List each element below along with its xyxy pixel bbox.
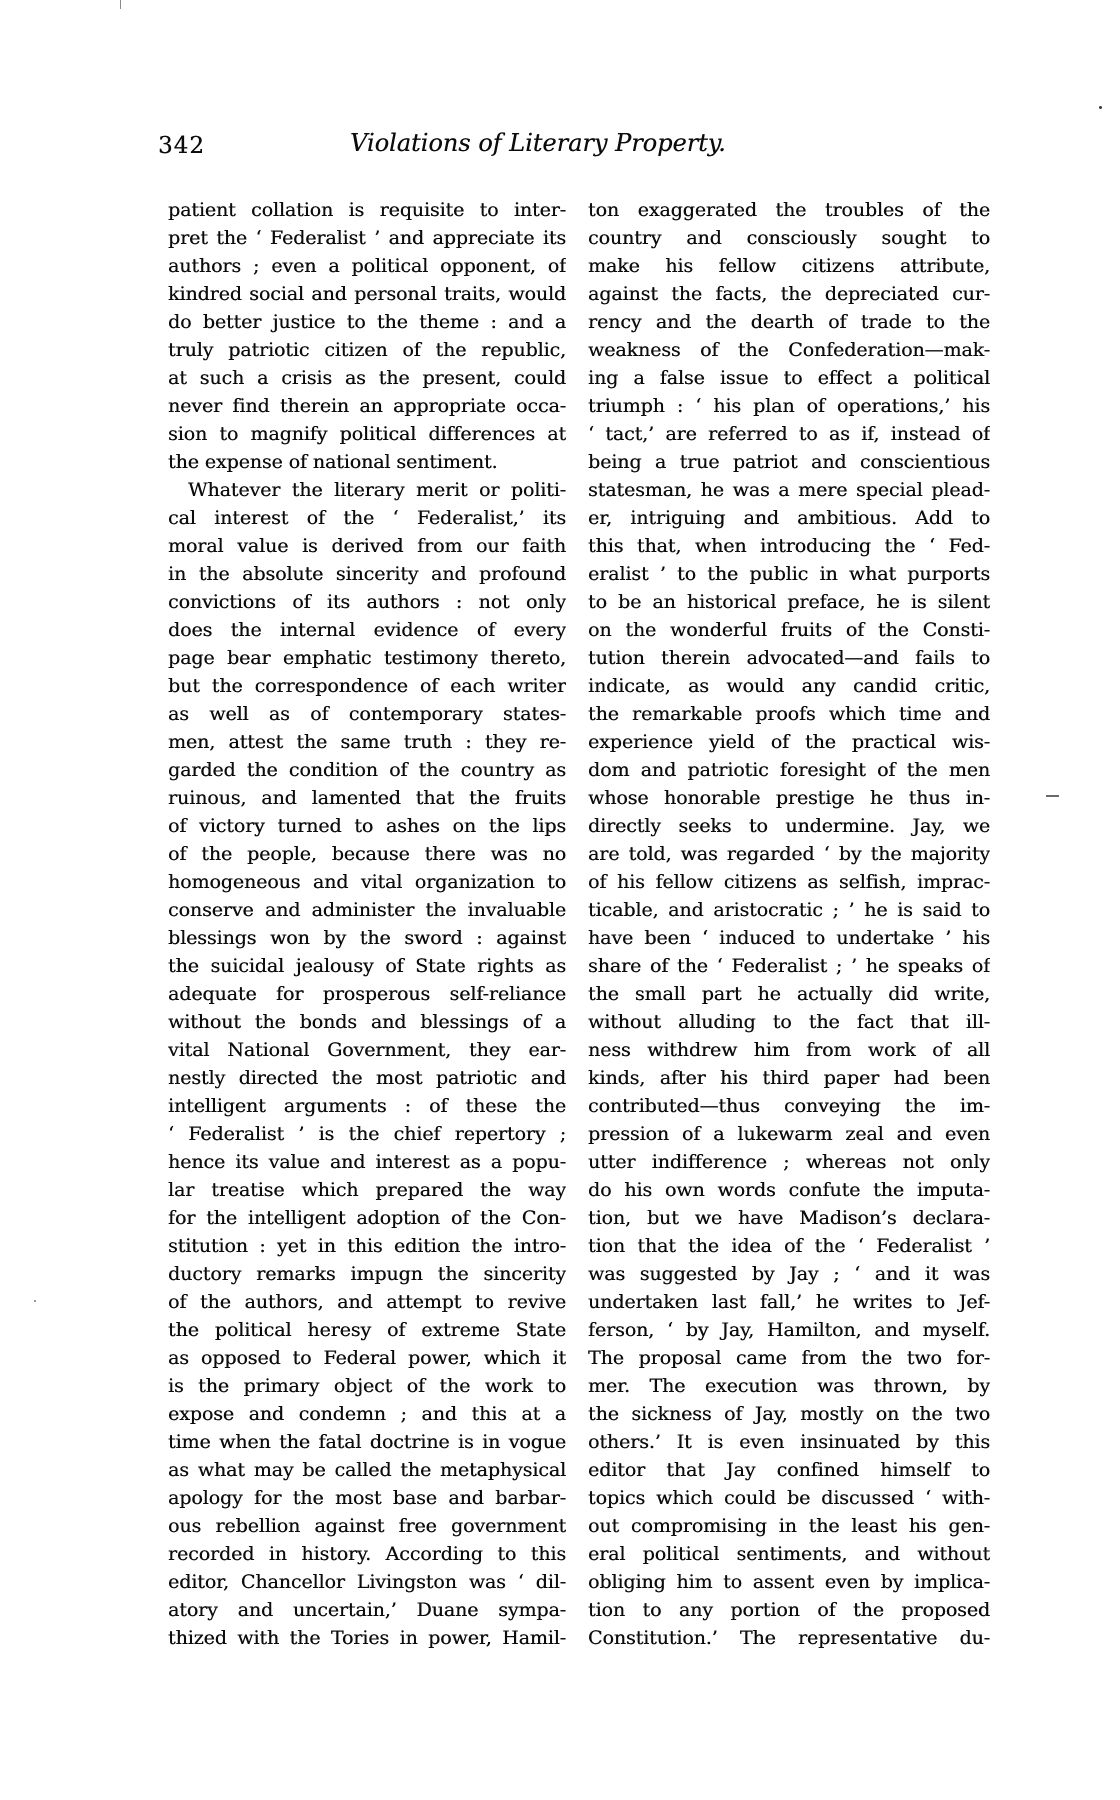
text-line: eral political sentiments, and without <box>588 1543 990 1565</box>
text-line: pression of a lukewarm zeal and even <box>588 1123 990 1145</box>
text-line: The proposal came from the two for- <box>588 1347 990 1369</box>
text-line: ductory remarks impugn the sincerity <box>168 1263 566 1285</box>
text-line: convictions of its authors : not only <box>168 591 566 613</box>
column-left <box>168 196 566 1652</box>
text-line: lar treatise which prepared the way <box>168 1179 566 1201</box>
text-columns <box>168 196 990 1652</box>
scan-speck-left-margin <box>34 1300 36 1302</box>
text-line: tion that the idea of the ‘ Federalist ’ <box>588 1235 990 1257</box>
scan-tick-top-left <box>120 0 121 9</box>
text-line: editor that Jay confined himself to <box>588 1459 990 1481</box>
text-line: as opposed to Federal power, which it <box>168 1347 566 1369</box>
text-line: the remarkable proofs which time and <box>588 703 990 725</box>
text-line: moral value is derived from our faith <box>168 535 566 557</box>
text-line: mer. The execution was thrown, by <box>588 1375 990 1397</box>
text-line: tion to any portion of the proposed <box>588 1599 990 1621</box>
text-line: page bear emphatic testimony thereto, <box>168 647 566 669</box>
text-line: intelligent arguments : of these the <box>168 1095 566 1117</box>
text-line: of the authors, and attempt to revive <box>168 1291 566 1313</box>
text-line: truly patriotic citizen of the republic, <box>168 339 566 361</box>
text-line: make his fellow citizens attribute, <box>588 255 990 277</box>
page-number: 342 <box>158 133 205 159</box>
text-line: without alluding to the fact that ill- <box>588 1011 990 1033</box>
text-line: in the absolute sincerity and profound <box>168 563 566 585</box>
text-line: others.’ It is even insinuated by this <box>588 1431 990 1453</box>
text-line: have been ‘ induced to undertake ’ his <box>588 927 990 949</box>
text-line: dom and patriotic foresight of the men <box>588 759 990 781</box>
text-line: experience yield of the practical wis- <box>588 731 990 753</box>
text-line: are told, was regarded ‘ by the majority <box>588 843 990 865</box>
text-line: out compromising in the least his gen- <box>588 1515 990 1537</box>
text-line: on the wonderful fruits of the Consti- <box>588 619 990 641</box>
text-line: the suicidal jealousy of State rights as <box>168 955 566 977</box>
text-line: indicate, as would any candid critic, <box>588 675 990 697</box>
text-line: ing a false issue to effect a political <box>588 367 990 389</box>
text-line: thized with the Tories in power, Hamil- <box>168 1627 566 1649</box>
text-line: ton exaggerated the troubles of the <box>588 199 990 221</box>
text-line: nestly directed the most patriotic and <box>168 1067 566 1089</box>
text-line: the expense of national sentiment. <box>168 451 498 473</box>
text-line: adequate for prosperous self-reliance <box>168 983 566 1005</box>
text-line: tution therein advocated—and fails to <box>588 647 990 669</box>
scan-mark-right-margin <box>1046 795 1059 797</box>
text-line: contributed—thus conveying the im- <box>588 1095 990 1117</box>
text-line: blessings won by the sword : against <box>168 927 566 949</box>
text-line: apology for the most base and barbar- <box>168 1487 566 1509</box>
text-line: as well as of contemporary states- <box>168 703 566 725</box>
text-line: garded the condition of the country as <box>168 759 566 781</box>
text-line: stitution : yet in this edition the intro- <box>168 1235 566 1257</box>
text-line: patient collation is requisite to inter- <box>168 199 566 221</box>
text-line: hence its value and interest as a popu- <box>168 1151 566 1173</box>
scan-speck-top-right <box>1099 106 1102 109</box>
text-line: against the facts, the depreciated cur- <box>588 283 990 305</box>
text-line: weakness of the Confederation—mak- <box>588 339 990 361</box>
text-line: kindred social and personal traits, would <box>168 283 566 305</box>
text-line: without the bonds and blessings of a <box>168 1011 566 1033</box>
text-line: statesman, he was a mere special plead- <box>588 479 990 501</box>
text-line: utter indifference ; whereas not only <box>588 1151 990 1173</box>
text-line: kinds, after his third paper had been <box>588 1067 990 1089</box>
text-line: at such a crisis as the present, could <box>168 367 566 389</box>
text-line: as what may be called the metaphysical <box>168 1459 566 1481</box>
text-line: of his fellow citizens as selfish, imprac- <box>588 871 990 893</box>
text-line: but the correspondence of each writer <box>168 675 566 697</box>
text-line: rency and the dearth of trade to the <box>588 311 990 333</box>
text-line: undertaken last fall,’ he writes to Jef- <box>588 1291 990 1313</box>
text-line: triumph : ‘ his plan of operations,’ his <box>588 395 990 417</box>
text-line: do his own words confute the imputa- <box>588 1179 990 1201</box>
text-line: directly seeks to undermine. Jay, we <box>588 815 990 837</box>
text-line: ness withdrew him from work of all <box>588 1039 990 1061</box>
text-line: tion, but we have Madison’s declara- <box>588 1207 990 1229</box>
text-line: being a true patriot and conscientious <box>588 451 990 473</box>
text-line: do better justice to the theme : and a <box>168 311 566 333</box>
text-line: country and consciously sought to <box>588 227 990 249</box>
text-line: ruinous, and lamented that the fruits <box>168 787 566 809</box>
text-line: is the primary object of the work to <box>168 1375 566 1397</box>
text-line: cal interest of the ‘ Federalist,’ its <box>168 507 566 529</box>
text-line: time when the fatal doctrine is in vogue <box>168 1431 566 1453</box>
text-line: the political heresy of extreme State <box>168 1319 566 1341</box>
text-line: ‘ tact,’ are referred to as if, instead of <box>588 423 990 445</box>
text-line: the sickness of Jay, mostly on the two <box>588 1403 990 1425</box>
text-line: men, attest the same truth : they re- <box>168 731 566 753</box>
text-line: share of the ‘ Federalist ; ’ he speaks of <box>588 955 990 977</box>
text-line: does the internal evidence of every <box>168 619 566 641</box>
text-line: was suggested by Jay ; ‘ and it was <box>588 1263 990 1285</box>
text-line: vital National Government, they ear- <box>168 1039 566 1061</box>
text-line: sion to magnify political differences at <box>168 423 566 445</box>
text-line: to be an historical preface, he is silent <box>588 591 990 613</box>
text-line: conserve and administer the invaluable <box>168 899 566 921</box>
text-line: homogeneous and vital organization to <box>168 871 566 893</box>
text-line: authors ; even a political opponent, of <box>168 255 566 277</box>
text-line: ous rebellion against free government <box>168 1515 566 1537</box>
text-line: obliging him to assent even by implica- <box>588 1571 990 1593</box>
text-line: this that, when introducing the ‘ Fed- <box>588 535 990 557</box>
text-line: pret the ‘ Federalist ’ and appreciate its <box>168 227 566 249</box>
text-line: of victory turned to ashes on the lips <box>168 815 566 837</box>
column-right <box>588 196 990 1652</box>
text-line: ‘ Federalist ’ is the chief repertory ; <box>168 1123 566 1145</box>
text-line: editor, Chancellor Livingston was ‘ dil- <box>168 1571 566 1593</box>
text-line: never find therein an appropriate occa- <box>168 395 566 417</box>
text-line: whose honorable prestige he thus in- <box>588 787 990 809</box>
text-line: the small part he actually did write, <box>588 983 990 1005</box>
text-line: of the people, because there was no <box>168 843 566 865</box>
running-title: Violations of Literary Property. <box>350 129 726 157</box>
text-line: for the intelligent adoption of the Con- <box>168 1207 566 1229</box>
text-line: Whatever the literary merit or politi- <box>188 479 566 501</box>
text-line: atory and uncertain,’ Duane sympa- <box>168 1599 566 1621</box>
text-line: ferson, ‘ by Jay, Hamilton, and myself. <box>588 1319 990 1341</box>
text-line: expose and condemn ; and this at a <box>168 1403 566 1425</box>
text-line: Constitution.’ The representative du- <box>588 1627 990 1649</box>
text-line: er, intriguing and ambitious. Add to <box>588 507 990 529</box>
text-line: ticable, and aristocratic ; ’ he is said to <box>588 899 990 921</box>
text-line: topics which could be discussed ‘ with- <box>588 1487 990 1509</box>
text-line: eralist ’ to the public in what purports <box>588 563 990 585</box>
text-line: recorded in history. According to this <box>168 1543 566 1565</box>
